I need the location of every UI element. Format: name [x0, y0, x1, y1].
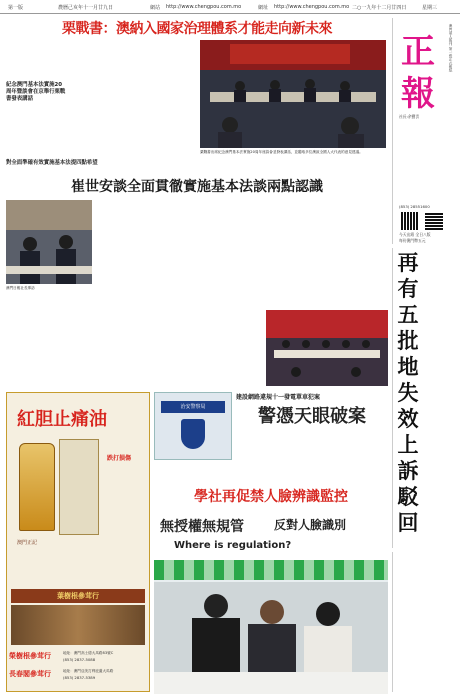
- side-story-headline-char: 訴: [397, 458, 419, 483]
- side-story-headline: [396, 250, 420, 536]
- police-kicker-box: [236, 392, 388, 402]
- masthead-details: [399, 122, 455, 202]
- second-photo-caption: 澳門日報社長專訪: [6, 286, 35, 290]
- police-column-1: [154, 462, 232, 482]
- police-photo: [154, 392, 232, 460]
- lead-column-2: [70, 40, 132, 158]
- web-url[interactable]: http://www.chengpou.com.mo: [274, 4, 350, 10]
- lead-subhead-box: [6, 82, 66, 112]
- page-header-bar: [0, 0, 460, 14]
- face-photo: [154, 510, 388, 694]
- police-badge: 治安警察局: [161, 401, 225, 413]
- web-label: 網址: [258, 5, 269, 11]
- side-story-column-1: [423, 250, 455, 546]
- second-right-photo-scene: [266, 310, 388, 386]
- ad-store-photo: [11, 605, 145, 645]
- ad-phone-2: 地址：澳門亞美打利庇盧大馬路: [63, 669, 114, 673]
- face-headline: 學社再促禁人臉辨識監控: [194, 489, 348, 505]
- lead-photo-scene: [200, 40, 386, 148]
- side-story-headline-char: 回: [397, 510, 419, 535]
- site-label: 網站: [150, 5, 161, 11]
- lead-photo-caption: 栗戰書出席紀念澳門基本法實施20周年座談會並發表講話，並聽取多位澳區全國人大代表的意見建議。: [200, 150, 363, 154]
- face-banner-stripe: [154, 560, 388, 580]
- face-photo-people: [154, 582, 388, 694]
- qr-code-icon[interactable]: [401, 212, 419, 230]
- second-column-1: [6, 298, 146, 388]
- lead-headline: 栗戰書：澳納入國家治理體系才能走向新未來: [62, 21, 332, 37]
- masthead-title-1: 正: [401, 32, 435, 72]
- second-headline: 崔世安談全面貫徹實施基本法談兩點認識: [71, 179, 323, 195]
- ad-store-sign: 葉樹根參茸行: [11, 589, 145, 603]
- qr-code-icon-2[interactable]: [425, 212, 443, 230]
- second-headline-box: [6, 176, 388, 198]
- shield-icon: [181, 419, 205, 449]
- masthead-side-info: 澳門華人報刊 第一張正式報紙: [449, 24, 453, 72]
- side-story-headline-char: 失: [397, 380, 419, 405]
- police-column-3: [314, 430, 388, 482]
- side-story: [392, 248, 456, 548]
- lead-sidebar-title: 對全面準確有效實施基本法提四點希望: [6, 160, 98, 166]
- side-story-headline-char: 效: [397, 406, 419, 431]
- ad-block[interactable]: [6, 392, 150, 692]
- ad-product-box: [59, 439, 99, 535]
- face-banner-left: 無授權無規管: [160, 519, 244, 535]
- second-photo-caption-box: [6, 286, 92, 296]
- lead-column-1b: [6, 114, 66, 158]
- ad-product-bottle: [19, 443, 55, 531]
- issue-date: 二○一九年十二月廿四日: [352, 5, 407, 11]
- ad-phone-1-tel: (853) 2837-5088: [63, 657, 96, 662]
- second-column-3: [180, 200, 262, 388]
- police-headline: 警憑天眼破案: [258, 406, 366, 427]
- lead-photo: [200, 40, 386, 148]
- second-column-4: [266, 200, 388, 308]
- ad-phone-1: 地址：澳門高士德大馬路83號C: [63, 651, 114, 655]
- lead-column-1: [6, 40, 66, 82]
- masthead-title-2: 報: [401, 74, 435, 114]
- side-story-headline-char: 五: [397, 302, 419, 327]
- ad-shop-2: 長春閣參茸行: [9, 670, 51, 678]
- lead-column-3: [136, 40, 196, 158]
- side-story-headline-char: 上: [397, 432, 419, 457]
- page-number: 第一版: [8, 5, 24, 11]
- second-photo-scene: [6, 200, 92, 284]
- masthead-ad-label: 今天出紙 全日八版: [399, 232, 431, 237]
- lunar-date: 農曆己亥年十一月廿九日: [58, 5, 114, 11]
- lead-photo-caption-box: [200, 150, 386, 162]
- lead-headline-box: [6, 18, 388, 38]
- ad-product-label: 澳門正記: [17, 540, 38, 546]
- side-story-headline-char: 地: [397, 354, 419, 379]
- ad-phone-2-tel: (853) 2837-5389: [63, 675, 96, 680]
- side-story-headline-char: 再: [397, 250, 419, 275]
- side-story-headline-char: 駁: [397, 484, 419, 509]
- second-right-photo: [266, 310, 388, 386]
- site-url[interactable]: http://www.chengpou.com.mo: [166, 4, 242, 10]
- police-kicker: 建設網路違規十一發電單車犯案: [236, 394, 321, 401]
- ad-subtitle: 跌打損傷: [107, 455, 132, 462]
- ad-details: [107, 473, 147, 533]
- lead-subhead: 紀念澳門基本法實施20周年暨談會在京舉行栗戰書發表講話: [6, 82, 66, 102]
- side-story-column-2: [392, 552, 456, 692]
- face-banner-en: Where is regulation?: [174, 540, 292, 551]
- second-column-2: [96, 200, 176, 296]
- police-headline-box: [236, 402, 388, 428]
- side-story-headline-char: 有: [397, 276, 419, 301]
- side-story-headline-char: 批: [397, 328, 419, 353]
- police-column-2: [236, 430, 310, 482]
- masthead: [392, 18, 456, 244]
- masthead-tel: (853) 28551600: [399, 204, 430, 209]
- ad-title: 紅胆止痛油: [17, 409, 107, 430]
- face-headline-box: [154, 486, 388, 506]
- masthead-editor: 社長:余寶雲: [399, 114, 420, 119]
- lead-sidebar-title-box: [6, 160, 196, 174]
- ad-shop-1: 榮樹根參茸行: [9, 652, 51, 660]
- face-banner-right: 反對人臉識別: [274, 518, 347, 532]
- weekday: 星期三: [422, 5, 438, 11]
- second-photo: [6, 200, 92, 284]
- masthead-price: 每份澳門幣五元: [399, 238, 426, 243]
